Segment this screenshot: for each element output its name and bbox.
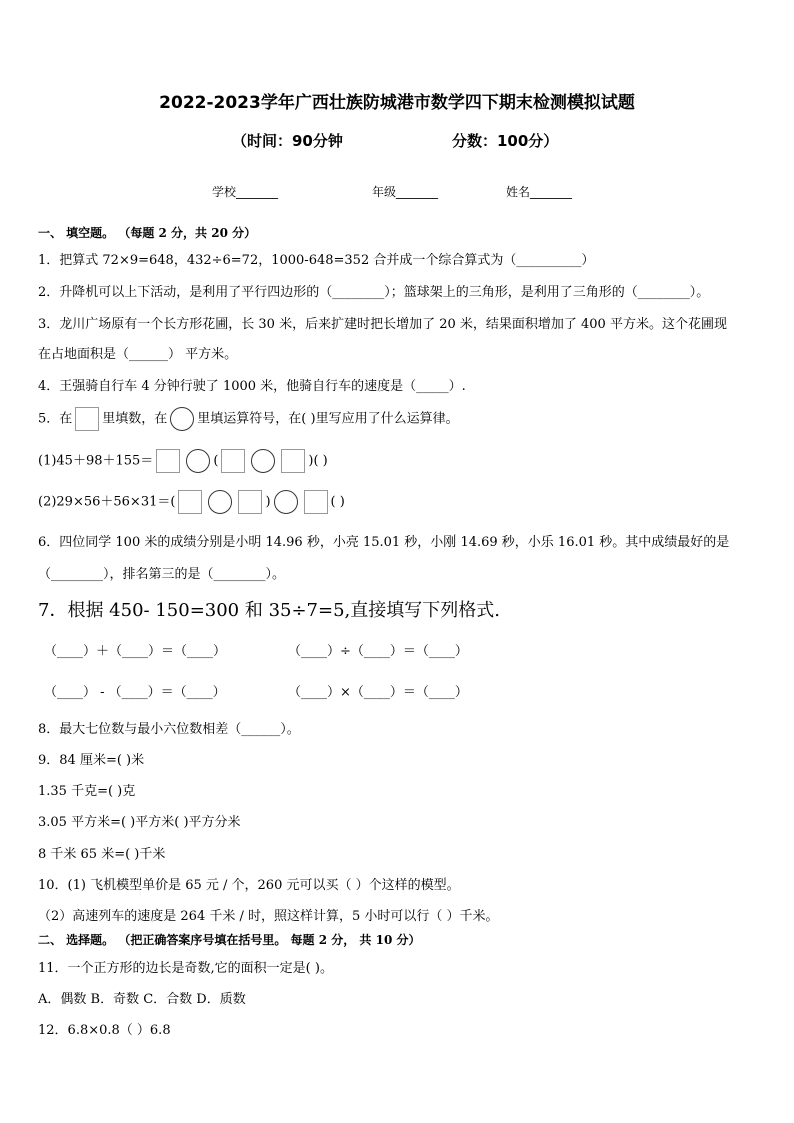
- question-9-item: 1.35 千克=( )克: [38, 784, 136, 799]
- answer-box[interactable]: [178, 490, 202, 514]
- q5-1-lead: (1)45＋98＋155＝: [38, 453, 154, 469]
- question-3-line-1: 3．龙川广场原有一个长方形花圃，长 30 米，后来扩建时把长增加了 20 米，结果面积增加了 400 平方米。这个花圃现: [38, 317, 727, 332]
- q5-2-law-blank: ( ): [330, 494, 345, 510]
- operator-circle[interactable]: [208, 490, 232, 514]
- school-field: 学校_______: [212, 185, 279, 199]
- question-2: 2．升降机可以上下活动，是利用了平行四边形的（________）；篮球架上的三角形，是利用了三角形的（________）。: [38, 285, 710, 300]
- q5-text-a: 5．在: [38, 411, 73, 427]
- question-12: 12．6.8×0.8（ ）6.8: [38, 1023, 171, 1038]
- answer-box[interactable]: [304, 490, 328, 514]
- q5-1-law-blank: ( ): [313, 453, 328, 469]
- answer-box[interactable]: [221, 449, 245, 473]
- question-5: [38, 407, 459, 431]
- question-7: 7．根据 450- 150=300 和 35÷7=5,直接填写下列格式.: [38, 600, 500, 621]
- answer-box[interactable]: [238, 490, 262, 514]
- answer-box[interactable]: [156, 449, 180, 473]
- question-6-line-1: 6．四位同学 100 米的成绩分别是小明 14.96 秒，小亮 15.01 秒，小刚 14.69 秒，小乐 16.01 秒。其中成绩最好的是: [38, 535, 730, 550]
- operator-circle[interactable]: [170, 407, 194, 431]
- q7-row-2-left: （____） - （____）＝（____）: [44, 685, 226, 700]
- answer-box[interactable]: [75, 407, 99, 431]
- q5-2-lead: (2)29×56＋56×31＝(: [38, 494, 176, 510]
- question-9-item: 3.05 平方米=( )平方米( )平方分米: [38, 815, 241, 830]
- q7-row-1-left: （____）＋（____）＝（____）: [44, 644, 227, 659]
- answer-box[interactable]: [281, 449, 305, 473]
- grade-field: 年级_______: [372, 185, 439, 199]
- q5-2-close-paren: ): [265, 494, 271, 510]
- q5-1-open-paren: (: [213, 453, 219, 469]
- question-10-part-2: （2）高速列车的速度是 264 千米 / 时，照这样计算，5 小时可以行（ ）千米。: [38, 909, 499, 924]
- question-5-2: [38, 490, 345, 514]
- page-title: 2022-2023学年广西壮族防城港市数学四下期末检测模拟试题: [159, 93, 635, 113]
- section-2-heading: 二、 选择题。 （把正确答案序号填在括号里。 每题 2 分， 共 10 分）: [38, 933, 421, 947]
- question-1: 1．把算式 72×9=648，432÷6=72，1000-648=352 合并成一个综合算式为（__________）: [38, 253, 595, 268]
- question-4: 4．王强骑自行车 4 分钟行驶了 1000 米，他骑自行车的速度是（_____）.: [38, 379, 466, 394]
- question-9-item: 9．84 厘米=( )米: [38, 753, 145, 768]
- question-3-line-2: 在占地面积是（______） 平方米。: [38, 347, 238, 362]
- q5-text-c: 里填运算符号，在( )里写应用了什么运算律。: [197, 411, 459, 427]
- section-1-heading: 一、 填空题。 （每题 2 分，共 20 分）: [38, 226, 257, 240]
- question-11-options: A．偶数 B．奇数 C．合数 D．质数: [38, 992, 246, 1007]
- q7-row-1-right: （____）÷（____）＝（____）: [288, 644, 468, 659]
- name-field: 姓名_______: [506, 185, 573, 199]
- q5-1-close-paren: ): [308, 453, 314, 469]
- q7-row-2-right: （____）×（____）＝（____）: [288, 685, 468, 700]
- question-8: 8．最大七位数与最小六位数相差（______）。: [38, 722, 300, 737]
- question-10-part-1: 10．(1) 飞机模型单价是 65 元 / 个，260 元可以买（ ）个这样的模型。: [38, 878, 460, 893]
- operator-circle[interactable]: [186, 449, 210, 473]
- q5-text-b: 里填数，在: [102, 411, 168, 427]
- question-9-item: 8 千米 65 米=( )千米: [38, 847, 166, 862]
- question-11: 11．一个正方形的边长是奇数,它的面积一定是( )。: [38, 961, 333, 976]
- exam-time: （时间：90分钟: [232, 132, 343, 150]
- question-5-1: [38, 449, 328, 473]
- question-6-line-2: （________），排名第三的是（________）。: [38, 567, 286, 582]
- operator-circle[interactable]: [251, 449, 275, 473]
- operator-circle[interactable]: [274, 490, 298, 514]
- exam-score: 分数：100分）: [452, 132, 559, 150]
